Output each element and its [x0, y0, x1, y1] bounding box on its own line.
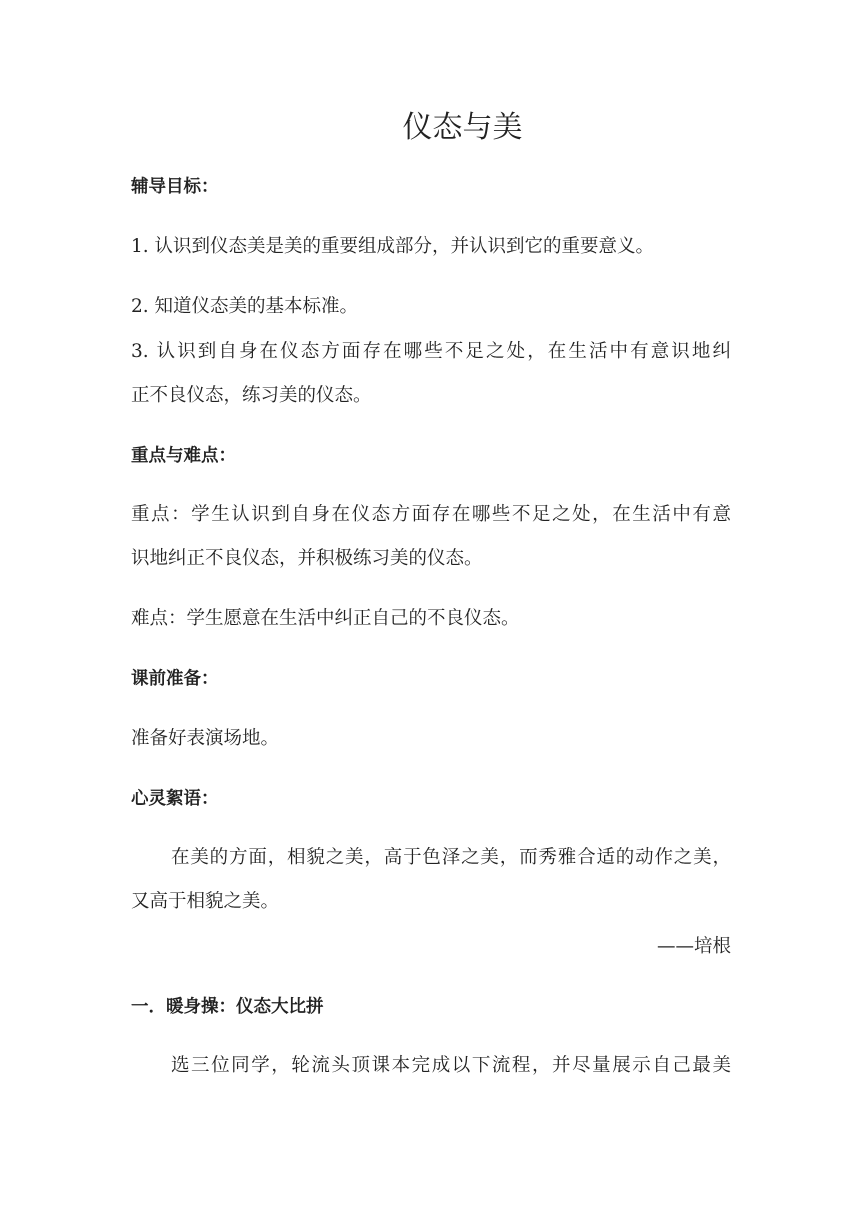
section-1-heading: 一．暖身操：仪态大比拼: [131, 997, 324, 1017]
focus-line-2: 识地纠正不良仪态，并积极练习美的仪态。: [131, 548, 483, 569]
focus-line-1: 重点：学生认识到自身在仪态方面存在哪些不足之处，在生活中有意: [131, 504, 731, 525]
difficulty-text: 难点：学生愿意在生活中纠正自己的不良仪态。: [131, 608, 520, 629]
quote-heading: 心灵絮语：: [131, 789, 219, 809]
quote-line-1: 在美的方面，相貌之美，高于色泽之美，而秀雅合适的动作之美，: [171, 847, 731, 868]
preparation-heading: 课前准备：: [131, 669, 219, 689]
section-1-text: 选三位同学，轮流头顶课本完成以下流程，并尽量展示自己最美: [171, 1055, 731, 1076]
goals-heading: 辅导目标：: [131, 177, 219, 197]
goal-item-3-line-1: 3. 认识到自身在仪态方面存在哪些不足之处，在生活中有意识地纠: [131, 341, 731, 362]
preparation-text: 准备好表演场地。: [131, 728, 280, 749]
goal-item-1: 1. 认识到仪态美是美的重要组成部分，并认识到它的重要意义。: [131, 236, 655, 257]
quote-author: ——培根: [656, 936, 731, 957]
document-title: 仪态与美: [402, 110, 523, 145]
goal-item-2: 2. 知道仪态美的基本标准。: [131, 296, 359, 317]
quote-line-2: 又高于相貌之美。: [131, 891, 280, 912]
key-points-heading: 重点与难点：: [131, 446, 236, 466]
goal-item-3-line-2: 正不良仪态，练习美的仪态。: [131, 385, 372, 406]
